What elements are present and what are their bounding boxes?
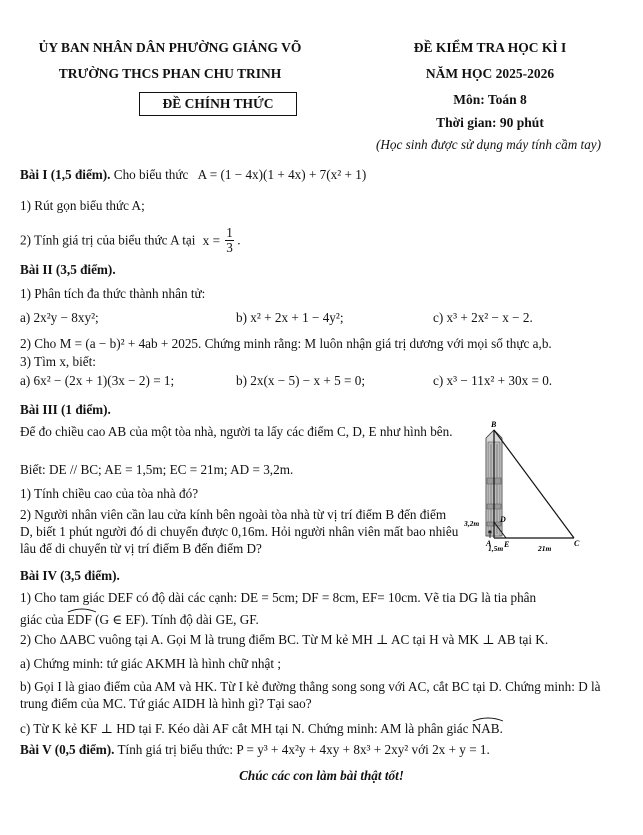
label-AD-length: 3,2m <box>464 519 480 528</box>
bai1-q2-text: 2) Tính giá trị của biểu thức A tại <box>20 232 196 248</box>
bai4-q1-prefix: giác của <box>20 612 64 627</box>
bai4-q2a: a) Chứng minh: tứ giác AKMH là hình chữ nhật ; <box>20 656 281 671</box>
bai4-q2: 2) Cho ΔABC vuông tại A. Gọi M là trung điểm BC. Từ M kẻ MH ⊥ AC tại H và MK ⊥ AB tại K. <box>20 632 549 647</box>
bai4-q1-line2 <box>20 609 259 628</box>
fraction-numerator: 1 <box>226 225 233 240</box>
exam-time: Thời gian: 90 phút <box>436 115 544 130</box>
bai1-q2 <box>20 226 240 256</box>
bai4-title: Bài IV (3,5 điểm). <box>20 568 120 583</box>
building-figure <box>462 418 602 558</box>
school-authority: ỦY BAN NHÂN DÂN PHƯỜNG GIẢNG VÕ <box>38 40 302 55</box>
angle-hat-icon <box>67 607 97 613</box>
label-B: B <box>491 420 497 429</box>
bai2-q3b: b) 2x(x − 5) − x + 5 = 0; <box>236 373 366 388</box>
angle-EDF-text: EDF <box>66 612 92 627</box>
label-A: A <box>486 539 492 548</box>
bai5-line <box>20 742 490 758</box>
bai2-q1b: b) x² + 2x + 1 − 4y²; <box>236 310 344 325</box>
bai3-q1: 1) Tính chiều cao của tòa nhà đó? <box>20 486 199 501</box>
label-AE-length: 1,5m <box>488 544 504 553</box>
bai4-q2c-text: c) Từ K kẻ KF ⊥ HD tại F. Kéo dài AF cắt MH tại N. Chứng minh: AM là phân giác <box>20 721 469 736</box>
bai2-q3a: a) 6x² − (2x + 1)(3x − 2) = 1; <box>20 373 175 388</box>
label-E: E <box>504 540 510 549</box>
segment-BC <box>494 430 574 538</box>
label-EC-length: 21m <box>538 544 552 553</box>
bai4-q2c-end: . <box>499 721 503 736</box>
school-year: NĂM HỌC 2025-2026 <box>425 66 555 81</box>
bai3-given: Biết: DE // BC; AE = 1,5m; EC = 21m; AD = 3,2m. <box>20 462 294 477</box>
bai1-expression: A = (1 − 4x)(1 + 4x) + 7(x² + 1) <box>197 167 367 182</box>
label-C: C <box>574 539 580 548</box>
exam-title: ĐỀ KIỂM TRA HỌC KÌ I <box>413 40 567 55</box>
bai4-q2c <box>20 718 503 737</box>
bai3-intro: Để đo chiều cao AB của một tòa nhà, người ta lấy các điểm C, D, E như hình bên. <box>20 424 453 439</box>
bai1-q2-x: x = <box>202 232 220 248</box>
bai2-q2: 2) Cho M = (a − b)² + 4ab + 2025. Chứng minh rằng: M luôn nhận giá trị dương với mọi số thực a,b. <box>20 336 552 351</box>
angle-NAB <box>472 718 500 737</box>
bai5-title: Bài V (0,5 điểm). <box>20 742 115 757</box>
bai1-title: Bài I (1,5 điểm). <box>20 167 111 182</box>
fraction-denominator: 3 <box>226 240 233 255</box>
label-D: D <box>500 515 506 524</box>
bai2-q3: 3) Tìm x, biết: <box>20 354 96 369</box>
subject: Môn: Toán 8 <box>453 92 527 107</box>
bai4-q1-suffix: (G ∈ EF). Tính độ dài GE, GF. <box>95 612 259 627</box>
official-label: ĐỀ CHÍNH THỨC <box>139 92 297 116</box>
bai3-title: Bài III (1 điểm). <box>20 402 111 417</box>
bai1-q1: 1) Rút gọn biểu thức A; <box>20 198 145 213</box>
angle-hat-icon <box>472 716 504 722</box>
bai4-q2b: b) Gọi I là giao điểm của AM và HK. Từ I kẻ đường thẳng song song với AC, cắt BC tại D. Chứng minh: D là trung điểm của MC. Tứ giác AIDH là hình gì? Tại sao? <box>20 679 601 711</box>
bai1-q2-end: . <box>237 232 241 248</box>
calculator-note: (Học sinh được sử dụng máy tính cầm tay) <box>376 137 602 152</box>
bai2-q1: 1) Phân tích đa thức thành nhân tử: <box>20 286 206 301</box>
bai2-title: Bài II (3,5 điểm). <box>20 262 116 277</box>
bai4-q1: 1) Cho tam giác DEF có độ dài các cạnh: DE = 5cm; DF = 8cm, EF= 10cm. Vẽ tia DG là tia phân <box>20 590 537 605</box>
footer-wish: Chúc các con làm bài thật tốt! <box>239 768 404 783</box>
angle-EDF <box>67 609 92 628</box>
bai2-q1c: c) x³ + 2x² − x − 2. <box>433 310 533 325</box>
bai2-q1a: a) 2x²y − 8xy²; <box>20 310 99 325</box>
bai1-intro: Cho biểu thức <box>113 167 189 182</box>
bai3-q2: 2) Người nhân viên cần lau cửa kính bên ngoài tòa nhà từ vị trí điểm B đến điểm D, biết 1 phút người đó di chuyển được 0,16m. Hỏi người nhân viên mất bao nhiêu lâu để di chuyển từ vị trí điểm B đến điểm D? <box>20 507 459 556</box>
bai2-q3c: c) x³ − 11x² + 30x = 0. <box>433 373 553 388</box>
bai5-text: Tính giá trị biểu thức: P = y³ + 4x²y + 4xy + 8x³ + 2xy² với 2x + y = 1. <box>117 742 490 757</box>
school-name: TRƯỜNG THCS PHAN CHU TRINH <box>58 66 282 81</box>
bai1-fraction <box>225 226 234 255</box>
angle-NAB-text: NAB <box>471 721 500 736</box>
bai1-line <box>20 167 366 183</box>
